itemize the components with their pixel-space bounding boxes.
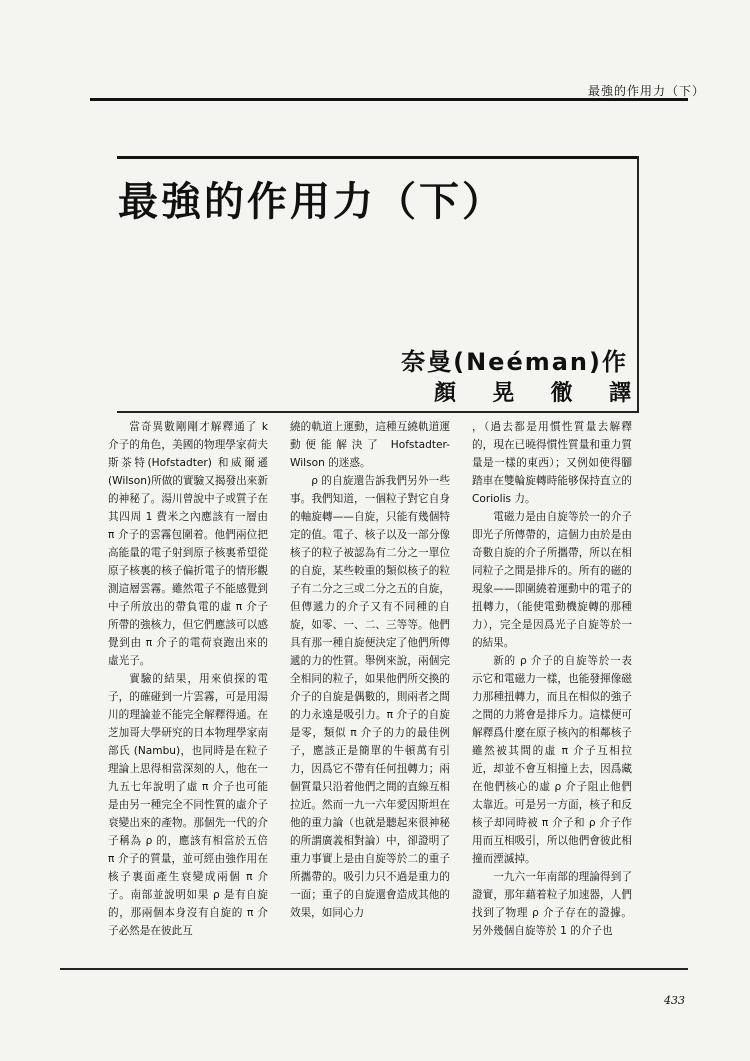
paragraph: 電磁力是由自旋等於一的介子即光子所傳帶的，這個力由於是由奇數自旋的介子所攜帶，所以在相同粒子之間是排斥的。所有的磁的現象——即圍繞着運動中的電子的扭轉力，（能使電動機旋轉的那種力），完全是因爲光子自旋等於一的結果。	[472, 511, 632, 650]
page-number: 433	[664, 994, 685, 1007]
paragraph: 當奇異數剛剛才解釋通了 k 介子的角色，美國的物理學家荷夫斯茶特(Hofstadter) 和威爾遜(Wilson)所做的實驗又揭發出來新的神秘了。湯川曾說中子或質子在其四周 1 費米之內應該有一層由 π 介子的雲霧包圍着。他們兩位把高能量的電子射到原子核裏希望從原子核裏的核子偏折電子的情形觀測這層雲霧。雖然電子不能感覺到中子所放出的帶負電的虛 π 介子所帶的強核力，但它們應該可以感覺到由 π 介子的電荷衰跑出來的虛光子。	[108, 421, 268, 668]
translator-char: 顏	[434, 381, 457, 406]
translator-char: 徹	[550, 381, 573, 406]
paragraph: 新的 ρ 介子的自旋等於一表示它和電磁力一樣，也能發揮像磁力那種扭轉力，而且在相似的強子之間的力將會是排斥力。這樣便可解釋爲什麼在原子核內的相鄰核子雖然被其間的虛 π 介子互相拉近，却並不會互相撞上去，因爲藏在他們核心的虛 ρ 介子阻止他們太靠近。可是另一方面，核子和反核子却同時被 π 介子和 ρ 介子作用而互相吸引，所以他們會彼此相撞而湮滅掉。	[472, 655, 632, 866]
paragraph: 一九六一年南部的理論得到了證實，那年藉着粒子加速器，人們找到了物理 ρ 介子存在的證據。另外幾個自旋等於 1 的介子也	[472, 871, 632, 938]
author-credit: 奈曼(Neéman)作	[401, 348, 628, 376]
text-column-3	[472, 418, 632, 940]
footer-rule	[60, 968, 688, 970]
title-top-bar	[117, 156, 637, 159]
text-column-1	[108, 418, 268, 940]
text-column-2	[290, 418, 450, 922]
translator-char: 晃	[492, 381, 515, 406]
translator-char: 譯	[608, 381, 631, 406]
header-rule	[90, 98, 688, 101]
paragraph: 繞的軌道上運動，這種互繞軌道運動便能解決了 Hofstadter-Wilson 的迷惑。	[290, 421, 450, 470]
paragraph: 實驗的結果，用來偵探的電子，的確碰到一片雲霧，可是用湯川的理論並不能完全解釋得通。在芝加哥大學研究的日本物理學家南部氏 (Nambu)，也同時是在粒子理論上思得相當深刻的人，他在一九五七年說明了虛 π 介子也可能是由另一種完全不同性質的虛介子衰變出來的產物。那個先一代的介子稱為 ρ 的，應該有相當於五倍 π 介子的質量，並可經由強作用在核子裏面產生衰變成兩個 π 介子。南部並說明如果 ρ 是有自旋的，那兩個本身沒有自旋的 π 介子必然是在彼此互	[108, 673, 268, 938]
running-header: 最強的作用力（下）	[588, 84, 706, 98]
paragraph: ，（過去都是用慣性質量去解釋的，現在已曉得慣性質量和重力質量是一樣的東西）；又例如使得腳踏車在雙輪旋轉時能够保持直立的 Coriolis 力。	[472, 421, 632, 506]
paragraph: ρ 的自旋還告訴我們另外一些事。我們知道，一個粒子對它自身的軸旋轉——自旋，只能有幾個特定的值。電子、核子以及一部分像核子的粒子被認為有二分之一單位的自旋，某些較重的類似核子的粒子有二分之三或二分之五的自旋，但傳遞力的介子又有不同種的自旋，如零、一、二、三等等。他們具有那一種自旋便決定了他們所傳遞的力的性質。舉例來說，兩個完全相同的粒子，如果他們所交換的介子的自旋是偶數的，則兩者之間的力永遠是吸引力。π 介子的自旋是零，類似 π 介子的力的最佳例子，應該正是簡單的牛頓萬有引力，因爲它不帶有任何扭轉力；兩個質量只沿着他們之間的直線互相拉近。然而一九一六年愛因斯坦在他的重力論（也就是聽起來很神秘的所謂廣義相對論）中，卻證明了重力事實上是由自旋等於二的重子所攜帶的。吸引力只不過是重力的一面；重子的自旋還會造成其他的效果，如同心力	[290, 475, 450, 920]
translator-credit	[434, 376, 631, 407]
article-title: 最強的作用力（下）	[118, 178, 505, 225]
